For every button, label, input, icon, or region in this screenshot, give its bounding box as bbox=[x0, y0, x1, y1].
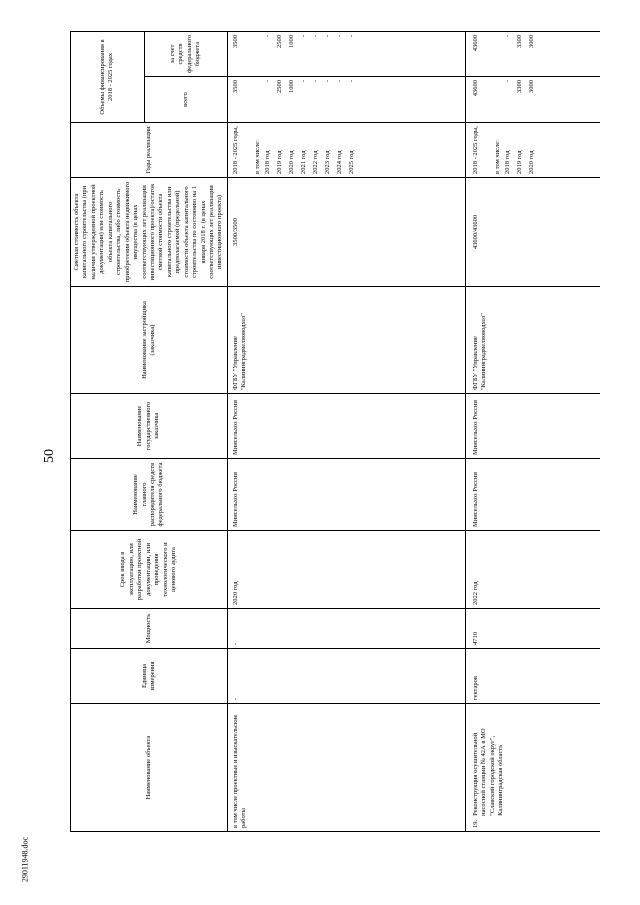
list-item: 2018 год bbox=[503, 150, 511, 174]
list-item: 2024 год bbox=[335, 150, 343, 174]
header-name: Наименование объекта bbox=[71, 704, 228, 832]
list-item: в том числе: bbox=[493, 140, 501, 174]
list-item: 2019 год bbox=[515, 150, 523, 174]
list-item: 2018 год bbox=[263, 150, 271, 174]
list-item: 2018 - 2025 годы, bbox=[471, 126, 479, 174]
header-customer: Наименование государственного заказчика bbox=[71, 394, 228, 459]
list-item: 2500 bbox=[275, 35, 283, 48]
table-row bbox=[465, 32, 600, 832]
header-developer: Наименование застройщика (заказчика) bbox=[71, 287, 228, 394]
object-name bbox=[465, 704, 600, 832]
list-item: 2018 - 2025 годы, bbox=[231, 126, 239, 174]
header-financing: Объемы финансирования в 2018 - 2025 годах bbox=[71, 32, 145, 123]
list-item: 3500 bbox=[231, 35, 239, 48]
list-item: 2023 год bbox=[323, 150, 331, 174]
unit-cell: - bbox=[227, 649, 465, 704]
header-federal: за счет средств федерального бюджета bbox=[144, 32, 227, 77]
list-item: 2022 год bbox=[311, 150, 319, 174]
list-item: - bbox=[335, 80, 343, 83]
list-item: 2021 год bbox=[299, 150, 307, 174]
list-item: - bbox=[323, 80, 331, 83]
document-reference: 29011948.doc bbox=[20, 836, 30, 883]
list-item: - bbox=[311, 35, 319, 38]
list-item: в том числе: bbox=[253, 140, 261, 174]
list-item: - bbox=[503, 35, 511, 38]
unit-cell: гектаров bbox=[465, 649, 600, 704]
header-cost: Сметная стоимость объекта капитального строительства (при наличии утвержденной проектной документации) или стоимость объекта капитального строительства, либо стоимость приобретения объекта недвижимого имущества (в ценах соответствующих лет реализации инвестиционного проекта)/остаток сметной стоимости объекта капитального строительства или предполагаемой (предельной) стоимости объекта капитального строительства по состоянию на 1 января 2018 г. (в ценах соответствующих лет реализации инвестиционного проекта) bbox=[71, 178, 228, 287]
list-item: 3000 bbox=[527, 35, 535, 48]
list-item: 3500 bbox=[231, 80, 239, 93]
capacity-cell: 4710 bbox=[465, 609, 600, 649]
list-item: - bbox=[347, 35, 355, 38]
manager-cell: Минсельхоз России bbox=[227, 459, 465, 531]
table-row bbox=[227, 32, 465, 832]
list-item bbox=[254, 35, 264, 73]
developer-cell: ФГБУ "Управление "Калининградмелиоводхоз" bbox=[465, 287, 600, 394]
list-item: 3300 bbox=[515, 35, 523, 48]
term-cell: 2022 год bbox=[465, 531, 600, 609]
page-number: 50 bbox=[42, 449, 57, 463]
list-item bbox=[494, 80, 504, 119]
total-cell bbox=[227, 77, 465, 123]
list-item bbox=[254, 80, 264, 119]
header-term: Срок ввода в эксплуатацию, или разработки проектной документации, или проведения технологического и ценового аудита bbox=[71, 531, 228, 609]
list-item: 43600 bbox=[471, 80, 479, 97]
list-item: 2019 год bbox=[275, 150, 283, 174]
federal-cell bbox=[465, 32, 600, 77]
rotated-page bbox=[70, 32, 600, 832]
list-item: - bbox=[299, 35, 307, 38]
header-row-1 bbox=[71, 32, 145, 832]
list-item: - bbox=[311, 80, 319, 83]
list-item: 2020 год bbox=[287, 150, 295, 174]
list-item: 43600 bbox=[471, 35, 479, 52]
term-cell: 2020 год bbox=[227, 531, 465, 609]
investment-projects-table bbox=[70, 31, 600, 832]
list-item: - bbox=[299, 80, 307, 83]
list-item bbox=[494, 35, 504, 73]
federal-cell bbox=[227, 32, 465, 77]
list-item: 2500 bbox=[275, 80, 283, 93]
developer-cell: ФГБУ "Управление "Калининградмелиоводхоз" bbox=[227, 287, 465, 394]
header-years: Годы реализации bbox=[71, 123, 228, 178]
header-unit: Единица измерения bbox=[71, 649, 228, 704]
list-item: 2025 год bbox=[347, 150, 355, 174]
list-item: - bbox=[503, 80, 511, 83]
object-name: в том числе проектные и изыскательские работы bbox=[227, 704, 465, 832]
header-manager: Наименование главного распорядителя средств федерального бюджета bbox=[71, 459, 228, 531]
list-item: 2020 год bbox=[527, 150, 535, 174]
customer-cell: Минсельхоз России bbox=[227, 394, 465, 459]
list-item: 3300 bbox=[515, 80, 523, 93]
manager-cell: Минсельхоз России bbox=[465, 459, 600, 531]
object-name-text: Реконструкция осушительной насосной станции № 42А в МО "Славский городской округ", Калининградская область bbox=[471, 728, 505, 816]
header-total: всего bbox=[144, 77, 227, 123]
list-item: - bbox=[263, 80, 271, 83]
total-cell bbox=[465, 77, 600, 123]
cost-cell: 43600/43600 bbox=[465, 178, 600, 287]
row-number: 19. bbox=[471, 819, 479, 828]
header-capacity: Мощность bbox=[71, 609, 228, 649]
list-item: - bbox=[263, 35, 271, 38]
list-item: - bbox=[323, 35, 331, 38]
list-item: - bbox=[347, 80, 355, 83]
years-cell bbox=[227, 123, 465, 178]
years-cell bbox=[465, 123, 600, 178]
customer-cell: Минсельхоз России bbox=[465, 394, 600, 459]
capacity-cell: - bbox=[227, 609, 465, 649]
cost-cell: 3500/3500 bbox=[227, 178, 465, 287]
list-item: 1000 bbox=[287, 35, 295, 48]
list-item: 1000 bbox=[287, 80, 295, 93]
list-item: - bbox=[335, 35, 343, 38]
list-item: 3000 bbox=[527, 80, 535, 93]
